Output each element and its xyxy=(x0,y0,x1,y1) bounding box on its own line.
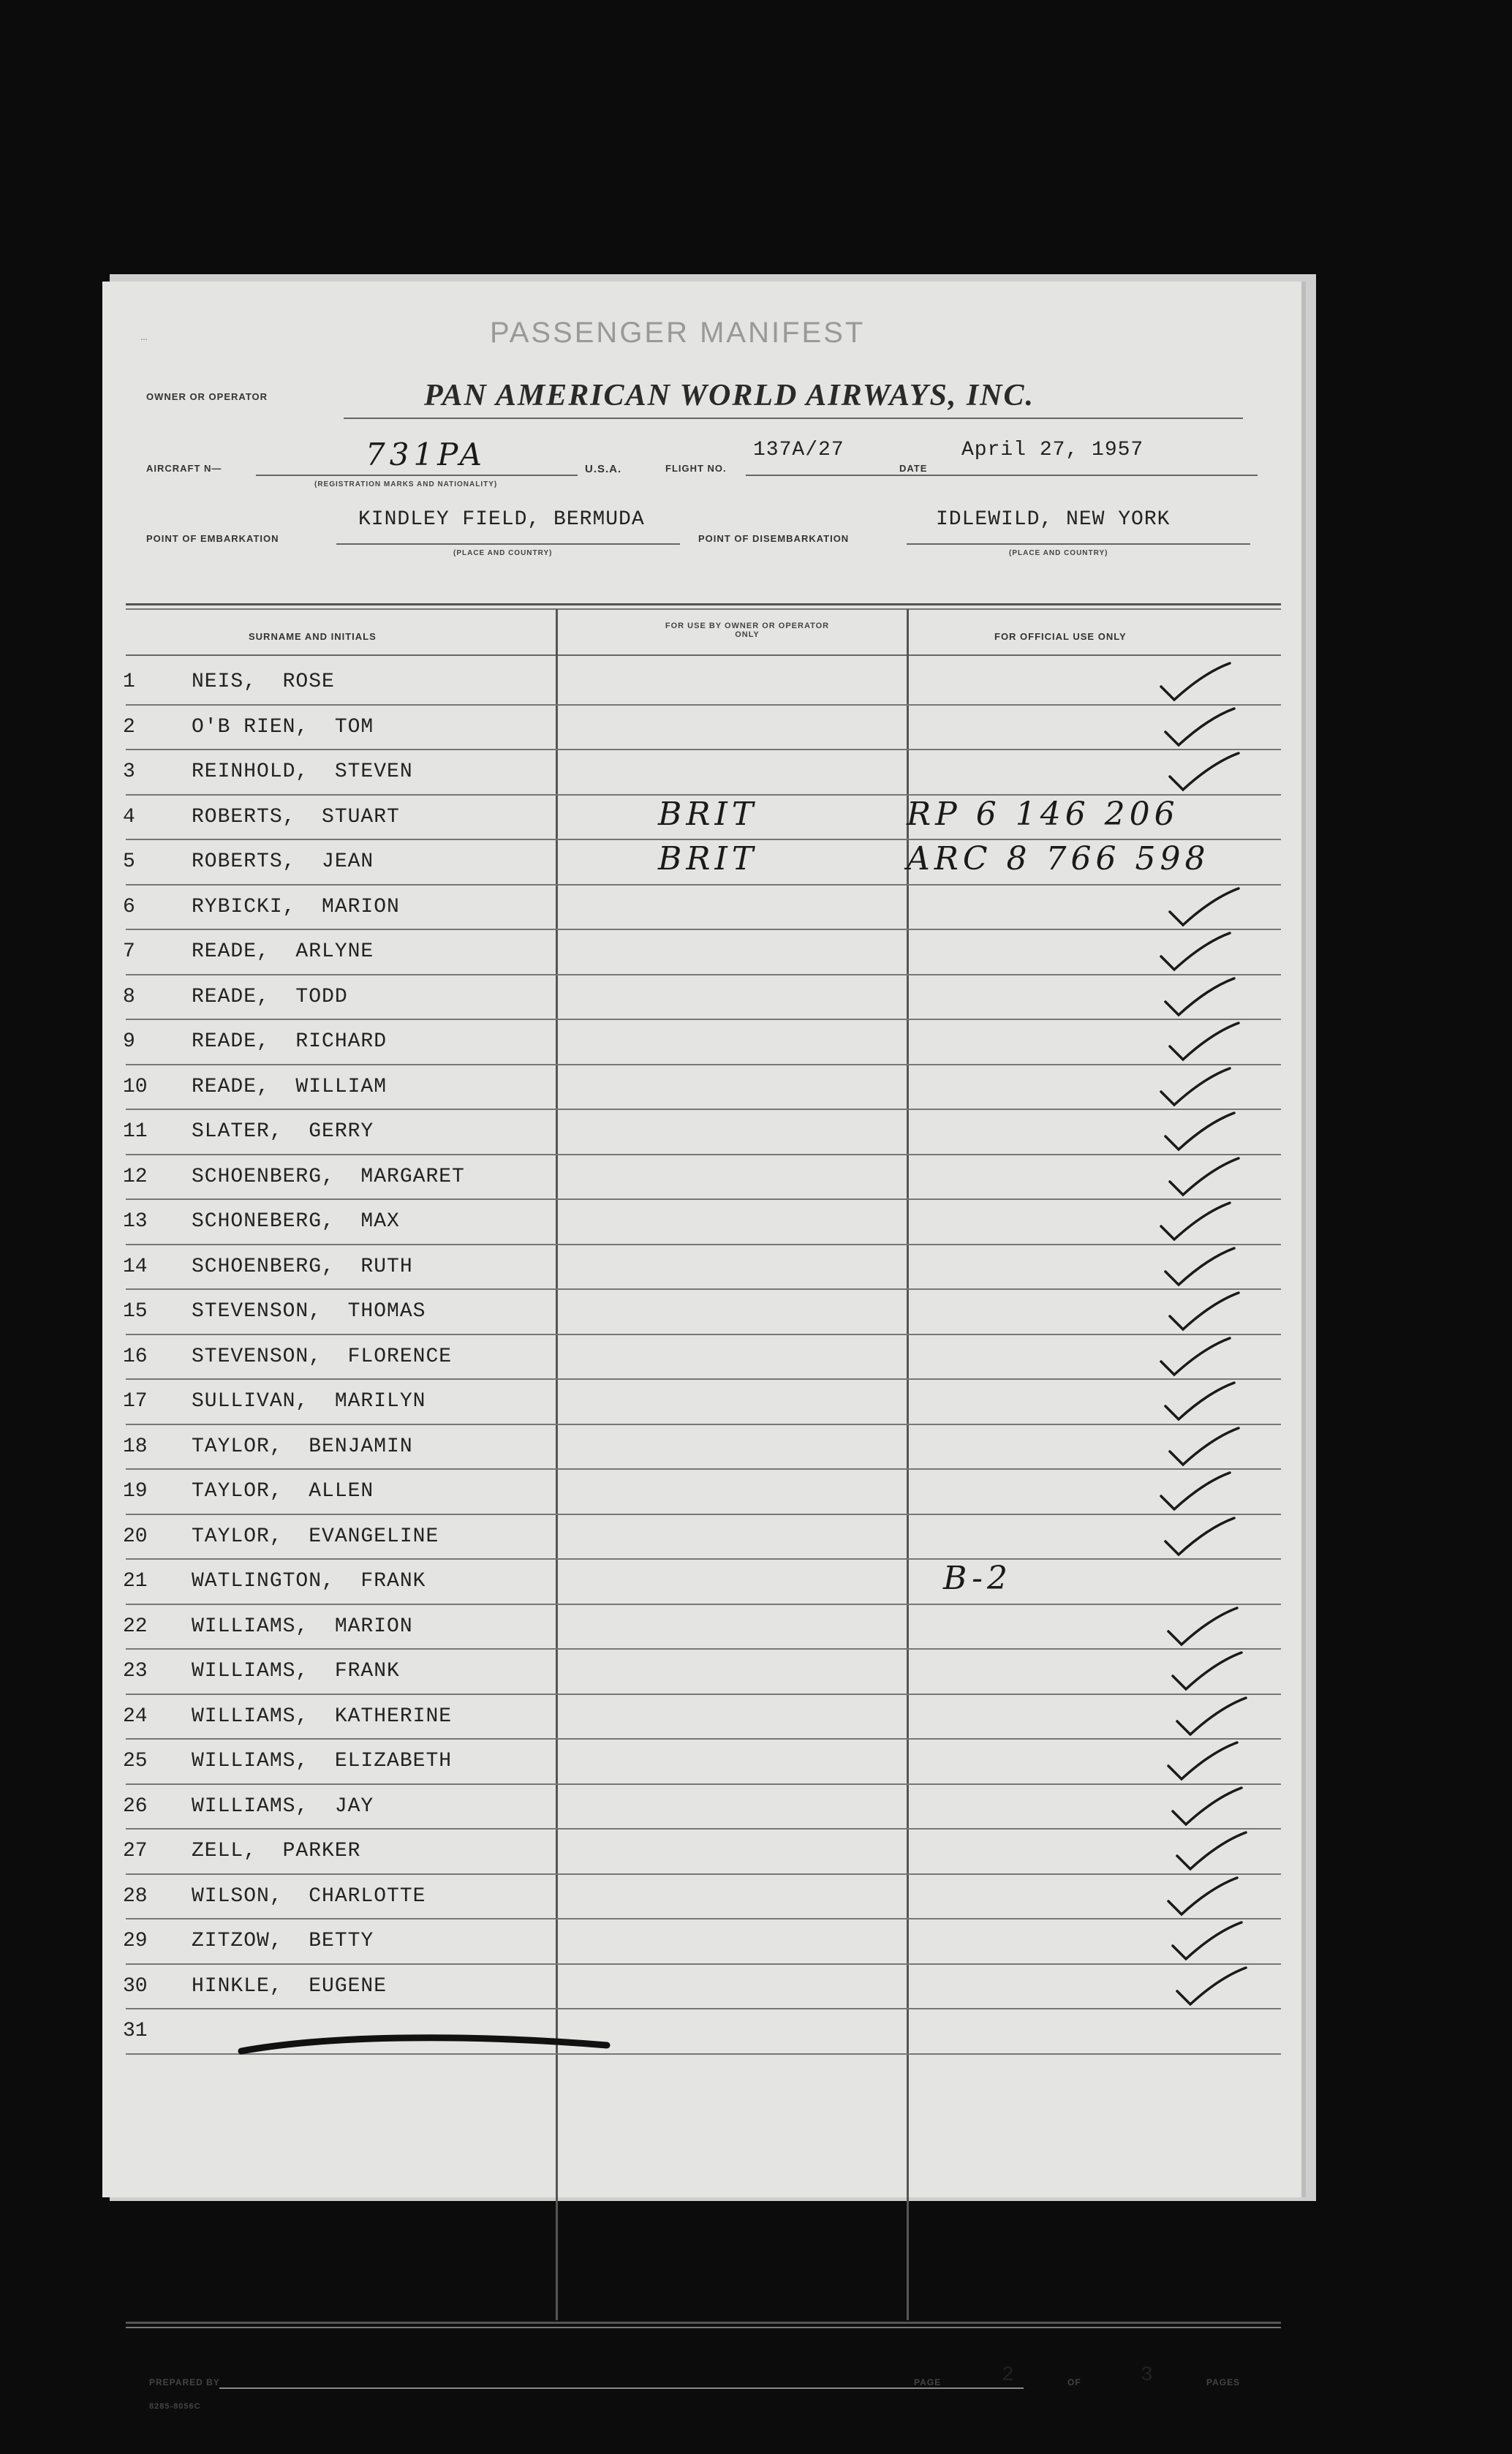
disembark-place-note: (PLACE AND COUNTRY) xyxy=(1009,549,1108,557)
table-row xyxy=(102,1740,1301,1785)
row-number: 23 xyxy=(123,1660,148,1683)
of-label: OF xyxy=(1067,2377,1081,2387)
row-number: 16 xyxy=(123,1345,148,1368)
row-number: 10 xyxy=(123,1075,148,1098)
check-mark-icon xyxy=(1164,1959,1252,2010)
row-number: 8 xyxy=(123,985,135,1008)
check-mark-icon xyxy=(1160,1779,1247,1830)
table-row xyxy=(102,1650,1301,1695)
row-number: 9 xyxy=(123,1030,135,1053)
check-mark-icon xyxy=(1160,1644,1247,1695)
date-label: DATE xyxy=(899,463,928,474)
aircraft-label: AIRCRAFT N— xyxy=(146,463,222,474)
passenger-name: ZITZOW, BETTY xyxy=(192,1930,374,1952)
passenger-name: REINHOLD, STEVEN xyxy=(192,760,413,783)
passenger-name: WILLIAMS, MARION xyxy=(192,1615,413,1638)
official-note: ARC 8 766 598 xyxy=(907,840,1210,877)
check-mark-icon xyxy=(1157,880,1244,931)
table-row xyxy=(102,706,1301,751)
row-number: 27 xyxy=(123,1840,148,1862)
page-total: 3 xyxy=(1141,2364,1154,2387)
passenger-name: SCHOENBERG, MARGARET xyxy=(192,1165,465,1188)
row-number: 3 xyxy=(123,760,135,783)
embark-place-note: (PLACE AND COUNTRY) xyxy=(453,549,553,557)
check-mark-icon xyxy=(1152,970,1240,1021)
col-header-official: FOR OFFICIAL USE ONLY xyxy=(994,631,1127,642)
row-number: 19 xyxy=(123,1480,148,1503)
check-mark-icon xyxy=(1160,1914,1247,1965)
row-number: 29 xyxy=(123,1930,148,1952)
table-row xyxy=(102,1425,1301,1470)
col-header-owner: FOR USE BY OWNER OR OPERATOR ONLY xyxy=(665,622,830,639)
row-number: 13 xyxy=(123,1210,148,1233)
row-number: 1 xyxy=(123,671,135,693)
header-bottom-rule xyxy=(126,654,1281,656)
col-header-surname: SURNAME AND INITIALS xyxy=(249,631,377,642)
table-bottom-rule-2 xyxy=(126,2327,1281,2328)
table-row xyxy=(102,886,1301,931)
table-row xyxy=(102,1830,1301,1875)
passenger-name: WILLIAMS, ELIZABETH xyxy=(192,1750,453,1772)
check-mark-icon xyxy=(1152,700,1240,751)
prepared-by-label: PREPARED BY xyxy=(149,2377,220,2387)
row-number: 5 xyxy=(123,850,135,873)
passenger-name: HINKLE, EUGENE xyxy=(192,1974,388,1998)
check-mark-icon xyxy=(1157,1149,1244,1201)
check-mark-icon xyxy=(1152,1509,1240,1560)
row-number: 14 xyxy=(123,1255,148,1278)
check-mark-icon xyxy=(1152,1239,1240,1291)
passenger-name: SLATER, GERRY xyxy=(192,1120,374,1143)
check-mark-icon xyxy=(1164,1689,1252,1740)
passenger-name: STEVENSON, FLORENCE xyxy=(192,1345,453,1368)
row-number: 20 xyxy=(123,1525,148,1548)
date-underline xyxy=(950,475,1258,476)
flight-value: 137A/27 xyxy=(753,439,844,461)
row-number: 24 xyxy=(123,1704,148,1728)
table-row xyxy=(102,1875,1301,1920)
table-top-rule-2 xyxy=(126,608,1281,610)
pages-label: PAGES xyxy=(1206,2377,1241,2387)
passenger-name: ZELL, PARKER xyxy=(192,1840,361,1862)
check-mark-icon xyxy=(1148,1329,1236,1381)
check-mark-icon xyxy=(1148,924,1236,975)
table-row xyxy=(102,1605,1301,1650)
header-stamp: … xyxy=(140,334,148,342)
date-value: April 27, 1957 xyxy=(961,439,1144,461)
table-row xyxy=(102,1695,1301,1740)
end-of-list-stroke xyxy=(234,2022,614,2066)
passenger-name: ROBERTS, JEAN xyxy=(192,850,374,873)
check-mark-icon xyxy=(1148,1060,1236,1111)
table-row xyxy=(102,796,1301,841)
table-row xyxy=(102,1290,1301,1335)
check-mark-icon xyxy=(1148,654,1236,706)
passenger-name: TAYLOR, EVANGELINE xyxy=(192,1525,439,1548)
registration-note: (REGISTRATION MARKS AND NATIONALITY) xyxy=(314,480,498,488)
passenger-name: SCHONEBERG, MAX xyxy=(192,1210,400,1233)
passenger-name: TAYLOR, ALLEN xyxy=(192,1480,374,1503)
table-row xyxy=(102,1020,1301,1065)
disembark-label: POINT OF DISEMBARKATION xyxy=(698,533,850,544)
owner-underline xyxy=(344,418,1243,419)
disembark-value: IDLEWILD, NEW YORK xyxy=(936,508,1171,531)
row-number: 25 xyxy=(123,1750,148,1772)
official-note: B-2 xyxy=(943,1560,1013,1597)
row-number: 21 xyxy=(123,1570,148,1593)
manifest-sheet xyxy=(102,282,1301,2411)
table-row xyxy=(102,1515,1301,1560)
row-number: 22 xyxy=(123,1615,148,1638)
owner-label: OWNER OR OPERATOR xyxy=(146,391,268,402)
embark-label: POINT OF EMBARKATION xyxy=(146,533,279,544)
table-row xyxy=(102,1380,1301,1425)
check-mark-icon xyxy=(1152,1374,1240,1425)
table-row xyxy=(102,930,1301,975)
flight-label: FLIGHT NO. xyxy=(665,463,727,474)
table-row xyxy=(102,1200,1301,1245)
passenger-name: WILLIAMS, FRANK xyxy=(192,1660,400,1683)
table-row xyxy=(102,1245,1301,1291)
table-row xyxy=(102,1965,1301,2010)
table-row xyxy=(102,975,1301,1021)
form-title: PASSENGER MANIFEST xyxy=(490,317,866,349)
row-number: 26 xyxy=(123,1794,148,1818)
passenger-name: O'B RIEN, TOM xyxy=(192,715,374,739)
passenger-name: STEVENSON, THOMAS xyxy=(192,1300,426,1323)
row-number: 7 xyxy=(123,940,135,963)
company-name: PAN AMERICAN WORLD AIRWAYS, INC. xyxy=(424,379,1035,412)
passenger-name: READE, TODD xyxy=(192,985,348,1008)
table-row xyxy=(102,1560,1301,1605)
table-row xyxy=(102,1919,1301,1965)
check-mark-icon xyxy=(1157,1014,1244,1065)
check-mark-icon xyxy=(1152,1104,1240,1155)
row-number: 18 xyxy=(123,1435,148,1458)
table-row xyxy=(102,1110,1301,1155)
table-row xyxy=(102,750,1301,796)
page-number: 2 xyxy=(1002,2364,1015,2387)
check-mark-icon xyxy=(1164,1824,1252,1875)
embark-value: KINDLEY FIELD, BERMUDA xyxy=(358,508,645,531)
row-number: 4 xyxy=(123,805,135,828)
check-mark-icon xyxy=(1155,1869,1243,1920)
table-row xyxy=(102,660,1301,706)
row-number: 30 xyxy=(123,1974,148,1998)
passenger-name: RYBICKI, MARION xyxy=(192,895,400,918)
check-mark-icon xyxy=(1148,1464,1236,1515)
table-row xyxy=(102,1335,1301,1381)
passenger-name: TAYLOR, BENJAMIN xyxy=(192,1435,413,1458)
passenger-name: SULLIVAN, MARILYN xyxy=(192,1390,426,1413)
flight-underline xyxy=(746,475,965,476)
table-row xyxy=(102,1470,1301,1515)
official-note: RP 6 146 206 xyxy=(907,795,1179,833)
row-number: 31 xyxy=(123,2020,148,2042)
passenger-name: READE, RICHARD xyxy=(192,1030,388,1053)
passenger-name: READE, WILLIAM xyxy=(192,1075,388,1098)
check-mark-icon xyxy=(1157,744,1244,796)
table-top-rule xyxy=(126,603,1281,605)
table-row xyxy=(102,1155,1301,1201)
check-mark-icon xyxy=(1155,1599,1243,1650)
form-code: 8285-8056C xyxy=(149,2402,201,2411)
table-row xyxy=(102,1065,1301,1111)
row-number: 28 xyxy=(123,1884,148,1908)
prepared-by-underline xyxy=(219,2387,1024,2389)
passenger-name: WATLINGTON, FRANK xyxy=(192,1570,426,1593)
passenger-name: WILLIAMS, KATHERINE xyxy=(192,1704,453,1728)
check-mark-icon xyxy=(1157,1419,1244,1470)
passenger-name: READE, ARLYNE xyxy=(192,940,374,963)
passenger-name: SCHOENBERG, RUTH xyxy=(192,1255,413,1278)
table-bottom-rule xyxy=(126,2322,1281,2324)
table-row xyxy=(102,1785,1301,1830)
embark-underline xyxy=(336,543,680,545)
row-number: 12 xyxy=(123,1165,148,1188)
row-number: 17 xyxy=(123,1390,148,1413)
aircraft-value: 731PA xyxy=(366,437,486,472)
table-row xyxy=(102,840,1301,886)
passenger-name: ROBERTS, STUART xyxy=(192,805,400,828)
row-number: 11 xyxy=(123,1120,148,1143)
check-mark-icon xyxy=(1155,1734,1243,1785)
row-number: 15 xyxy=(123,1300,148,1323)
owner-note: BRIT xyxy=(658,795,758,833)
check-mark-icon xyxy=(1148,1194,1236,1245)
page-label: PAGE xyxy=(914,2377,942,2387)
owner-note: BRIT xyxy=(658,840,758,877)
passenger-name: WILSON, CHARLOTTE xyxy=(192,1884,426,1908)
row-number: 2 xyxy=(123,715,135,739)
passenger-name: WILLIAMS, JAY xyxy=(192,1794,374,1818)
disembark-underline xyxy=(907,543,1250,545)
row-number: 6 xyxy=(123,895,135,918)
passenger-name: NEIS, ROSE xyxy=(192,671,335,693)
usa-label: U.S.A. xyxy=(585,463,622,475)
check-mark-icon xyxy=(1157,1284,1244,1335)
aircraft-underline xyxy=(256,475,578,476)
